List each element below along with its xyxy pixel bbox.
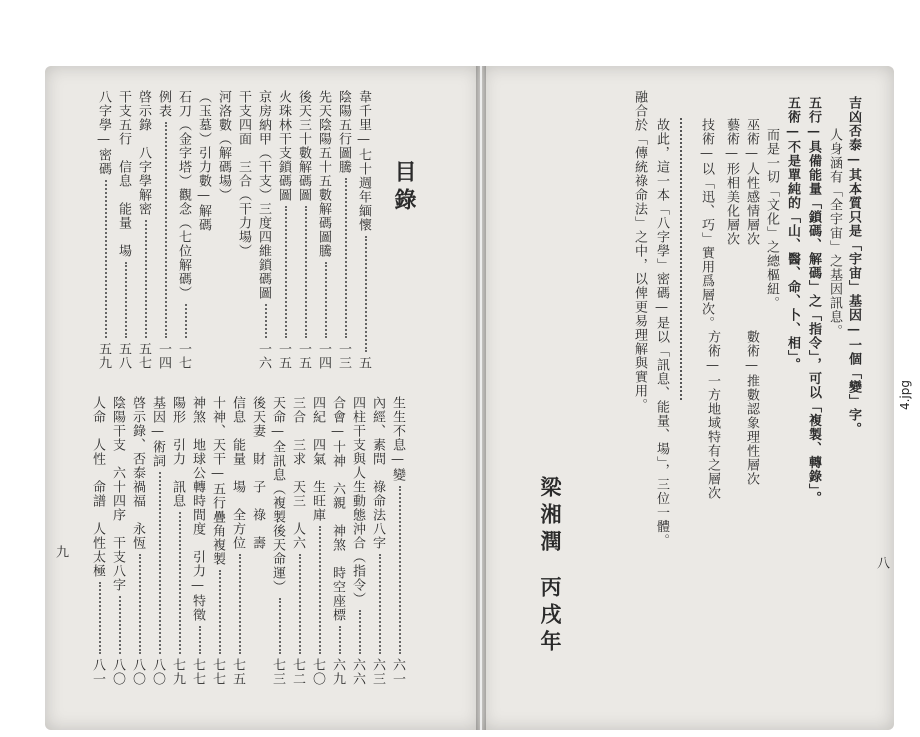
toc-bottom-entry bbox=[350, 396, 364, 686]
toc-bottom-entry-leader bbox=[119, 596, 121, 654]
toc-bottom-entry bbox=[170, 396, 184, 686]
toc-top-entry-page: 一五 bbox=[296, 342, 311, 370]
toc-top-entry-page: 一五 bbox=[276, 342, 291, 370]
toc-bottom-entry-page: 六九 bbox=[330, 658, 345, 686]
toc-top-entry bbox=[276, 90, 290, 370]
toc-top-entry bbox=[316, 90, 330, 370]
toc-bottom-entry-leader bbox=[319, 526, 321, 654]
toc-top-entry-title: 干支四面 三合（干力場） bbox=[236, 90, 251, 258]
right-line-8: 藝術—形相美化層次 bbox=[724, 118, 739, 246]
toc-bottom-entry bbox=[210, 396, 224, 686]
signature-year: 丙戌年 bbox=[538, 576, 563, 657]
toc-top-entry-title: 後天三十數解碼圖 bbox=[296, 90, 311, 202]
toc-top-entry-leader bbox=[165, 122, 167, 338]
toc-top-entry-leader bbox=[305, 206, 307, 338]
toc-top-entry bbox=[256, 90, 270, 370]
toc-top-entry-title: 先天陰陽五十五數解碼圖騰 bbox=[316, 90, 331, 258]
toc-top-entry-leader bbox=[125, 262, 127, 338]
toc-top-entry-leader bbox=[265, 304, 267, 338]
toc-top-entry-leader bbox=[145, 220, 147, 338]
right-line-2: 人身涵有「全宇宙」之基因訊息。 bbox=[827, 128, 842, 338]
toc-bottom-entry-title: 陽形 引力 訊息 bbox=[170, 396, 185, 508]
toc-top-entry-title: 八字學—密碼 bbox=[96, 90, 111, 176]
toc-bottom-entry bbox=[270, 396, 284, 686]
toc-bottom-entry bbox=[250, 396, 264, 686]
toc-bottom-entry-page: 八〇 bbox=[110, 658, 125, 686]
right-line-3: 五行—具備能量「鎖碼、解碼」之「指令」，可以「複製、轉錄」。 bbox=[806, 96, 821, 505]
toc-bottom-entry bbox=[290, 396, 304, 686]
toc-bottom-entry-title: 信息 能量 場 全方位 bbox=[230, 396, 245, 550]
toc-top-entry-title: 火珠林干支鎖碼圖 bbox=[276, 90, 291, 202]
toc-top-entry-title: 陰陽五行圖騰 bbox=[336, 90, 351, 174]
toc-top-entry bbox=[296, 90, 310, 370]
toc-bottom-entry-page: 七七 bbox=[190, 658, 205, 686]
toc-top-entry-page: 一三 bbox=[336, 342, 351, 370]
toc-bottom-entry-page: 六三 bbox=[370, 658, 385, 686]
toc-bottom-entry-title: 啓示錄、否泰禍福 永恆 bbox=[130, 396, 145, 550]
toc-bottom-entry-leader bbox=[219, 570, 221, 654]
right-line-5: 而是一切「文化」之總樞紐。 bbox=[764, 128, 779, 310]
right-line-7: 數術—推數認象理性層次 bbox=[744, 330, 759, 486]
toc-top-entry-page: 五八 bbox=[116, 342, 131, 370]
toc-bottom-entry bbox=[370, 396, 384, 686]
toc-top-entry bbox=[176, 90, 190, 370]
toc-top-entry bbox=[336, 90, 350, 370]
file-label: 4.jpg bbox=[898, 380, 912, 411]
toc-bottom-entry-title: 神煞 地球公轉時間度 引力—特徵 bbox=[190, 396, 205, 622]
toc-bottom-entry-page: 七七 bbox=[210, 658, 225, 686]
toc-top-entry-title: 韋千里—七十週年緬懷 bbox=[356, 90, 371, 232]
toc-top-entry-leader bbox=[365, 236, 367, 352]
left-page-number: 九 bbox=[53, 545, 68, 559]
right-dotted-separator bbox=[680, 118, 682, 400]
author-signature: 梁湘潤 bbox=[538, 476, 563, 557]
toc-bottom-entry-leader bbox=[379, 554, 381, 654]
toc-top-entry bbox=[156, 90, 170, 370]
toc-top-entry-title: 干支五行 信息 能量 場 bbox=[116, 90, 131, 258]
right-line-9: 方術—一方地域特有之層次 bbox=[705, 330, 720, 500]
toc-bottom-entry-page: 七五 bbox=[230, 658, 245, 686]
toc-bottom-entry-title: 人命 人性 命譜 人性太極 bbox=[90, 396, 105, 578]
toc-bottom-entry-leader bbox=[279, 598, 281, 654]
right-line-1: 吉凶否泰—其本質只是「宇宙」基因—一個「變」字。 bbox=[846, 96, 861, 436]
toc-heading: 目錄 bbox=[391, 160, 417, 216]
toc-bottom-entry-title: 陰陽干支 六十四序 干支八字 bbox=[110, 396, 125, 592]
toc-bottom-entry-leader bbox=[99, 582, 101, 654]
toc-bottom-entry-page: 六六 bbox=[350, 658, 365, 686]
toc-bottom-entry-title: 生生不息—變 bbox=[390, 396, 405, 482]
toc-top-entry-title: （玉墓）引力數—解碼 bbox=[196, 90, 211, 232]
toc-bottom-entry-title: 三合 三求 天三 人六 bbox=[290, 396, 305, 550]
right-page-number: 八 bbox=[874, 556, 889, 570]
toc-bottom-entry-leader bbox=[179, 512, 181, 654]
toc-top-entry-title: 京房納甲（干支）三度四維鎖碼圖 bbox=[256, 90, 271, 300]
toc-bottom-entry-page: 八〇 bbox=[130, 658, 145, 686]
right-line-11: 故此，這一本「八字學」密碼—是以「訊息、能量、場」，三位一體。 bbox=[654, 118, 669, 548]
toc-top-entry-leader bbox=[325, 262, 327, 338]
toc-bottom-entry bbox=[330, 396, 344, 686]
toc-bottom-entry-page: 八〇 bbox=[150, 658, 165, 686]
toc-top-entry-leader bbox=[285, 206, 287, 338]
right-line-10: 技術—以「迅、巧」實用爲層次。 bbox=[699, 118, 714, 330]
toc-top-entry bbox=[96, 90, 110, 370]
right-line-4: 五術—不是單純的「山、醫、命、卜、相」。 bbox=[785, 96, 800, 372]
toc-bottom-entry bbox=[150, 396, 164, 686]
toc-top-entry-page: 五九 bbox=[96, 342, 111, 370]
toc-bottom-entry-page: 七〇 bbox=[310, 658, 325, 686]
toc-top-entry-page: 五七 bbox=[136, 342, 151, 370]
toc-bottom-entry bbox=[190, 396, 204, 686]
toc-bottom-entry-page: 七二 bbox=[290, 658, 305, 686]
toc-top-entry-title: 啓示錄 八字學解密 bbox=[136, 90, 151, 216]
toc-bottom-entry-page: 七三 bbox=[270, 658, 285, 686]
toc-top-entry-page: 一四 bbox=[156, 342, 171, 370]
toc-top-entry bbox=[236, 90, 250, 370]
toc-bottom-entry-title: 十神、天干—五行疊角複製 bbox=[210, 396, 225, 566]
toc-top-entry-page: 一七 bbox=[176, 342, 191, 370]
toc-bottom-entry-page: 七九 bbox=[170, 658, 185, 686]
toc-bottom-entry-leader bbox=[359, 610, 361, 654]
toc-top-entry-page: 一四 bbox=[316, 342, 331, 370]
toc-bottom-entry bbox=[390, 396, 404, 686]
toc-top-entry bbox=[196, 90, 210, 370]
toc-bottom-entry-page: 八一 bbox=[90, 658, 105, 686]
toc-top-entry-title: 河洛數（解碼場） bbox=[216, 90, 231, 202]
toc-bottom-entry bbox=[130, 396, 144, 686]
toc-bottom-entry-leader bbox=[299, 554, 301, 654]
toc-top-entry-page: 一六 bbox=[256, 342, 271, 370]
right-line-6: 巫術—人性感情層次 bbox=[744, 118, 759, 246]
toc-bottom-entry-title: 內經、素問 祿命法八字 bbox=[370, 396, 385, 550]
toc-top-entry bbox=[116, 90, 130, 370]
toc-bottom-entry-leader bbox=[339, 626, 341, 654]
toc-top-entry bbox=[136, 90, 150, 370]
toc-bottom-entry-title: 合會—十神 六親 神煞 時空座標 bbox=[330, 396, 345, 622]
toc-bottom-entry-title: 四紀 四氣 生旺庫 bbox=[310, 396, 325, 522]
toc-bottom-entry-title: 後天妻 財 子 祿 壽 bbox=[250, 396, 265, 550]
toc-bottom-entry bbox=[310, 396, 324, 686]
toc-top-entry-leader bbox=[345, 178, 347, 338]
toc-bottom-entry-leader bbox=[199, 626, 201, 654]
toc-bottom-entry bbox=[110, 396, 124, 686]
toc-top-entry-title: 例表 bbox=[156, 90, 171, 118]
right-line-12: 融合於「傳統祿命法」之中，以俾更易理解與實用。 bbox=[632, 90, 647, 412]
toc-bottom-entry bbox=[230, 396, 244, 686]
toc-bottom-entry bbox=[90, 396, 104, 686]
toc-bottom-entry-page: 六一 bbox=[390, 658, 405, 686]
toc-bottom-entry-leader bbox=[239, 554, 241, 654]
toc-top-entry-title: 石刀（金字塔）觀念（七位解碼） bbox=[176, 90, 191, 300]
toc-top-entry-leader bbox=[185, 304, 187, 338]
toc-bottom-entry-title: 基因—術詞 bbox=[150, 396, 165, 468]
toc-bottom-entry-leader bbox=[399, 486, 401, 654]
toc-top-entry-page: 五 bbox=[356, 356, 371, 370]
toc-bottom-entry-leader bbox=[139, 554, 141, 654]
toc-bottom-entry-title: 天命—全訊息（複製後天命運） bbox=[270, 396, 285, 594]
toc-top-entry-leader bbox=[105, 180, 107, 338]
toc-top-entry bbox=[356, 90, 370, 370]
toc-bottom-entry-title: 四柱干支與人生動態沖合（指令） bbox=[350, 396, 365, 606]
book-gutter bbox=[476, 66, 486, 730]
toc-top-entry bbox=[216, 90, 230, 370]
toc-bottom-entry-leader bbox=[159, 472, 161, 654]
